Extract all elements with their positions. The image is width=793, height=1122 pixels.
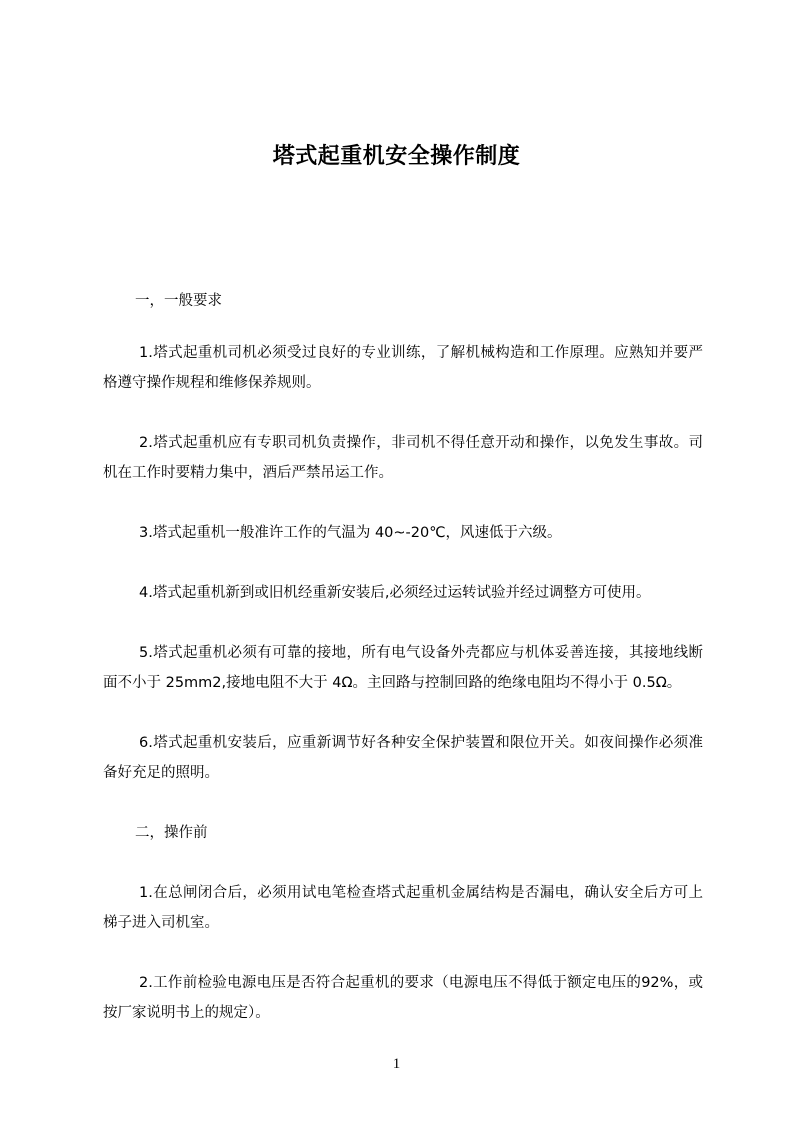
- page-number: 1: [392, 1056, 401, 1072]
- paragraph: 2.塔式起重机应有专职司机负责操作，非司机不得任意开动和操作，以免发生事故。司机在工作时要精力集中，酒后严禁吊运工作。: [103, 435, 703, 481]
- paragraph: 5.塔式起重机必须有可靠的接地，所有电气设备外壳都应与机体妥善连接，其接地线断面不小于 25mm2,接地电阻不大于 4Ω。主回路与控制回路的绝缘电阻均不得小于 0.5Ω。: [103, 645, 703, 691]
- paragraph: 1.塔式起重机司机必须受过良好的专业训练，了解机械构造和工作原理。应熟知并要严格遵守操作规程和维修保养规则。: [103, 345, 703, 391]
- page-title: 塔式起重机安全操作制度: [272, 144, 521, 169]
- document-body: [103, 286, 703, 1028]
- paragraph: 4.塔式起重机新到或旧机经重新安装后,必须经过运转试验并经过调整方可使用。: [139, 585, 651, 601]
- paragraph: 1.在总闸闭合后，必须用试电笔检查塔式起重机金属结构是否漏电，确认安全后方可上梯子进入司机室。: [103, 885, 703, 931]
- paragraph: 3.塔式起重机一般准许工作的气温为 40~-20℃，风速低于六级。: [139, 525, 562, 541]
- paragraph: 6.塔式起重机安装后，应重新调节好各种安全保护装置和限位开关。如夜间操作必须准备好充足的照明。: [103, 735, 703, 781]
- section-heading-before-operation: 二，操作前: [135, 825, 208, 841]
- paragraph: 2.工作前检验电源电压是否符合起重机的要求（电源电压不得低于额定电压的92%，或按厂家说明书上的规定）。: [103, 975, 703, 1021]
- section-heading-general: 一，一般要求: [135, 293, 222, 309]
